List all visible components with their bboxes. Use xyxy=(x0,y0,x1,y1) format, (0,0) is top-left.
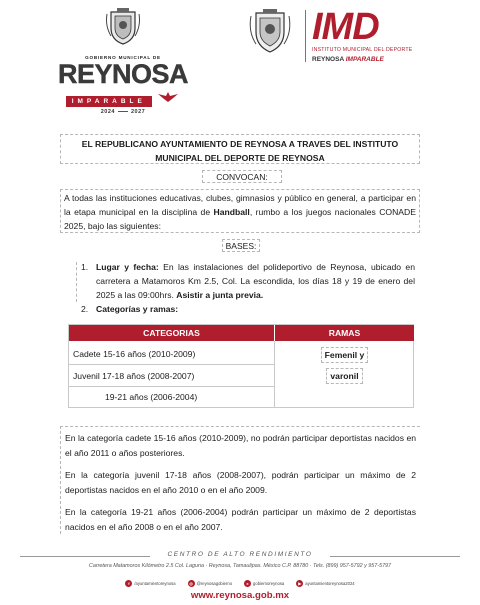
intro-paragraph xyxy=(60,189,420,233)
bases-list xyxy=(60,258,420,320)
note-paragraph: En la categoría juvenil 17-18 años (2008-2007), podrán participar un máximo de 2 deportistas nacidos en el año 2010 o en el año 2009. xyxy=(65,470,416,495)
bases-heading: BASES: xyxy=(222,239,260,252)
footer-address: Carretera Matamoros Kilómetro 2.5 Col. Laguna · Reynosa, Tamaulipas. México C.P. 88780 · Tels. (899) 957-5792 y 957-5797 xyxy=(88,563,392,569)
coat-of-arms-icon xyxy=(103,6,143,46)
social-label: gobiernoreynosa xyxy=(253,580,285,586)
social-label: ayuntamientoreynosa2024 xyxy=(305,580,355,586)
imd-letters: IMD xyxy=(312,6,379,48)
table-cell-category: Cadete 15-16 años (2010-2009) xyxy=(73,349,196,359)
base-item-label: Categorías y ramas: xyxy=(96,304,179,314)
imd-logo xyxy=(312,8,422,66)
footer-title: CENTRO DE ALTO RENDIMIENTO xyxy=(150,551,330,558)
social-youtube[interactable] xyxy=(296,578,354,588)
social-links xyxy=(60,578,420,588)
table-cell-category: Juvenil 17-18 años (2008-2007) xyxy=(73,371,195,381)
category-notes xyxy=(60,426,420,534)
note-paragraph: En la categoría cadete 15-16 años (2010-2009), no podrán participar deportistas nacidos en el año 2011 o años posteriores. xyxy=(65,433,416,458)
instagram-icon: ◎ xyxy=(189,580,193,586)
social-x[interactable] xyxy=(244,578,284,588)
intro-text-after: , rumbo a los juegos nacionales CONADE 2025, bajo las siguientes: xyxy=(64,207,416,232)
intro-text-before: A todas las instituciones educativas, clubes, gimnasios y público en general, a participar en la etapa municipal en la disciplina de xyxy=(64,193,416,218)
row-divider xyxy=(69,386,274,387)
intro-sport: Handball xyxy=(213,207,250,218)
imd-tagline: IMPARABLE xyxy=(345,56,384,63)
rama-line: Femenil y xyxy=(321,347,369,363)
row-divider xyxy=(69,364,274,365)
imd-city: REYNOSA xyxy=(312,56,344,63)
imd-subtitle: INSTITUTO MUNICIPAL DEL DEPORTE xyxy=(312,47,413,53)
note-paragraph: En la categoría 19-21 años (2006-2004) podrán participar un máximo de 2 deportistas nacidos en el año 2008 o en el año 2007. xyxy=(65,507,416,532)
logo-divider xyxy=(305,10,306,62)
imd-city-line xyxy=(312,56,422,63)
gov-top-label: GOBIERNO MUNICIPAL DE xyxy=(85,55,161,60)
social-label: @reynosagobierno xyxy=(196,580,233,586)
x-icon: x xyxy=(244,580,251,587)
base-item-lugar-fecha xyxy=(60,260,420,302)
table-header-ramas: RAMAS xyxy=(275,325,414,341)
base-item-label: Lugar y fecha: xyxy=(96,262,159,272)
gov-years xyxy=(58,109,188,115)
table-cell-category: 19-21 años (2006-2004) xyxy=(105,392,198,402)
social-facebook[interactable] xyxy=(125,578,175,588)
convocan-heading: CONVOCAN: xyxy=(202,170,282,183)
facebook-icon: f xyxy=(125,580,132,587)
table-cell-rama xyxy=(275,368,414,384)
eagle-emblem-icon xyxy=(156,91,180,103)
website-link[interactable]: www.reynosa.gob.mx xyxy=(190,590,290,601)
youtube-icon: ▶ xyxy=(298,580,302,586)
rama-line: varonil xyxy=(326,368,362,384)
gov-year-end: 2027 xyxy=(131,109,146,115)
base-item-categorias xyxy=(60,302,420,316)
document-title: EL REPUBLICANO AYUNTAMIENTO DE REYNOSA A TRAVES DEL INSTITUTO MUNICIPAL DEL DEPORTE DE REYNOSA xyxy=(60,134,420,164)
base-item-bold-end: Asistir a junta previa. xyxy=(176,290,264,300)
social-label: /ayuntamientoreynosa xyxy=(134,580,176,586)
gobierno-municipal-logo xyxy=(58,6,188,132)
table-cell-rama xyxy=(275,347,414,363)
base-item-text: En las instalaciones del polideportivo de Reynosa, ubicado en carretera a Matamoros Km 2.5, Col. La escondida, los días 18 y 19 de enero del 2025 a las 09:00hrs. xyxy=(96,262,415,300)
base-item-number: 1. xyxy=(81,262,89,272)
categories-table xyxy=(68,324,414,408)
municipal-crest-icon xyxy=(245,8,295,56)
social-instagram[interactable] xyxy=(188,578,232,588)
base-item-number: 2. xyxy=(81,304,89,314)
gov-name: REYNOSA xyxy=(58,59,189,89)
table-header-categorias: CATEGORIAS xyxy=(69,325,274,341)
gov-tagline: IMPARABLE xyxy=(66,96,152,107)
gov-year-start: 2024 xyxy=(100,109,115,115)
